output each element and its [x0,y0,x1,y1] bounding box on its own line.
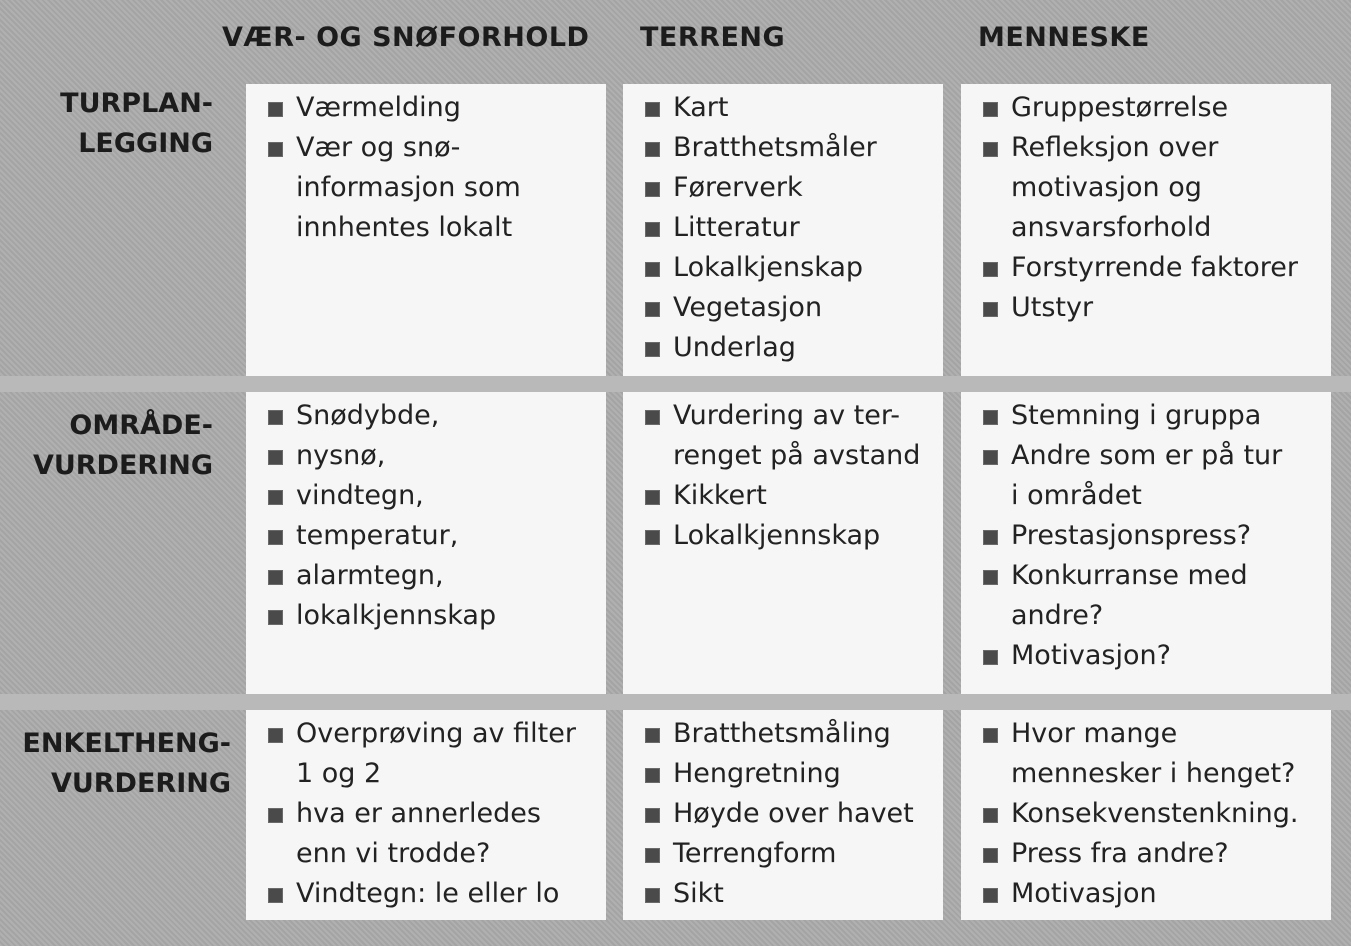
square-bullet-icon [645,490,660,505]
list-item [981,88,1323,128]
row-header-slope-assessment: ENKELTHENG- VURDERING [22,728,231,799]
list-item [981,248,1323,288]
square-bullet-icon [645,222,660,237]
list-item-text: temperatur, [296,520,459,551]
square-bullet-icon [983,570,998,585]
list-item [266,874,598,914]
list-item [981,128,1323,248]
square-bullet-icon [268,530,283,545]
list-item [266,596,598,636]
list-item [981,794,1323,834]
square-bullet-icon [645,848,660,863]
list-item [981,516,1323,556]
list-item-text: Prestasjonspress? [1011,520,1252,551]
list-item [643,794,935,834]
list-item-text: Press fra andre? [1011,838,1229,869]
square-bullet-icon [268,142,283,157]
list-item-text: Hvor mange mennesker i henget? [1011,718,1296,789]
list-item-text: lokalkjennskap [296,600,497,631]
list-item-text: Konsekvenstenkning. [1011,798,1299,829]
list-item [266,794,598,874]
list-item [981,714,1323,794]
list-item [266,556,598,596]
square-bullet-icon [983,530,998,545]
column-header-weather: VÆR- OG SNØFORHOLD [222,22,590,53]
list-item-text: Gruppestørrelse [1011,92,1229,123]
list-item [981,874,1323,914]
square-bullet-icon [983,262,998,277]
list-item-text: Underlag [673,332,796,363]
list-item-text: vindtegn, [296,480,424,511]
list-item-text: Vær og snø- informasjon som innhentes lokalt [296,132,521,243]
list-item [643,396,935,476]
row-header-tour-planning: TURPLAN- LEGGING [60,88,213,159]
square-bullet-icon [268,610,283,625]
list-item [981,636,1323,676]
list-item-text: Lokalkjennskap [673,520,881,551]
list-item [981,396,1323,436]
square-bullet-icon [268,102,283,117]
list-item [266,396,598,436]
square-bullet-icon [983,102,998,117]
list-item-text: Konkurranse med andre? [1011,560,1248,631]
list-item [266,714,598,794]
list-item-text: Andre som er på tur i området [1011,440,1283,511]
square-bullet-icon [645,102,660,117]
square-bullet-icon [983,302,998,317]
square-bullet-icon [983,808,998,823]
list-item-text: Førerverk [673,172,803,203]
list-item [981,436,1323,516]
square-bullet-icon [645,302,660,317]
list-item-text: Vindtegn: le eller lo [296,878,560,909]
list-item-text: Vurdering av ter- renget på avstand [673,400,921,471]
cell-tour-planning-weather [246,84,606,376]
list-item-text: alarmtegn, [296,560,444,591]
list-item-text: Kikkert [673,480,767,511]
square-bullet-icon [983,650,998,665]
square-bullet-icon [268,450,283,465]
square-bullet-icon [983,728,998,743]
square-bullet-icon [983,410,998,425]
list-item [266,436,598,476]
square-bullet-icon [645,410,660,425]
list-item [981,834,1323,874]
list-item [643,168,935,208]
list-item-text: Stemning i gruppa [1011,400,1262,431]
cell-area-assessment-weather [246,392,606,694]
list-item [643,88,935,128]
list-item [266,476,598,516]
list-item [266,88,598,128]
list-item [643,754,935,794]
row-header-area-assessment: OMRÅDE- VURDERING [32,410,213,481]
list-item [643,714,935,754]
square-bullet-icon [268,728,283,743]
column-header-people: MENNESKE [978,22,1150,53]
list-item [266,128,598,248]
column-header-terrain: TERRENG [640,22,786,53]
square-bullet-icon [645,808,660,823]
square-bullet-icon [268,490,283,505]
square-bullet-icon [983,450,998,465]
list-item-text: Motivasjon? [1011,640,1171,671]
list-item-text: Lokalkjenskap [673,252,864,283]
list-item-text: Vegetasjon [673,292,823,323]
square-bullet-icon [645,262,660,277]
list-item [266,516,598,556]
list-item-text: Overprøving av filter 1 og 2 [296,718,576,789]
list-item-text: Hengretning [673,758,841,789]
list-item [643,288,935,328]
cell-area-assessment-terrain [623,392,943,694]
square-bullet-icon [645,182,660,197]
cell-tour-planning-people [961,84,1331,376]
list-item [643,874,935,914]
list-item [643,128,935,168]
list-item-text: Forstyrrende faktorer [1011,252,1299,283]
list-item-text: Høyde over havet [673,798,914,829]
square-bullet-icon [645,530,660,545]
square-bullet-icon [645,728,660,743]
list-item-text: Terrengform [673,838,837,869]
row-divider [0,376,1351,392]
cell-tour-planning-terrain [623,84,943,376]
list-item-text: Motivasjon [1011,878,1157,909]
cell-area-assessment-people [961,392,1331,694]
square-bullet-icon [645,768,660,783]
list-item-text: Bratthetsmåling [673,718,891,749]
list-item-text: Litteratur [673,212,800,243]
cell-slope-assessment-weather [246,710,606,920]
square-bullet-icon [983,142,998,157]
square-bullet-icon [645,342,660,357]
list-item-text: Kart [673,92,729,123]
square-bullet-icon [983,888,998,903]
list-item [643,516,935,556]
square-bullet-icon [268,888,283,903]
list-item-text: Bratthetsmåler [673,132,877,163]
list-item-text: hva er annerledes enn vi trodde? [296,798,541,869]
list-item [981,556,1323,636]
cell-slope-assessment-people [961,710,1331,920]
list-item-text: Refleksjon over motivasjon og ansvarsforhold [1011,132,1219,243]
square-bullet-icon [645,888,660,903]
row-divider [0,694,1351,710]
list-item [981,288,1323,328]
list-item-text: Snødybde, [296,400,440,431]
list-item [643,476,935,516]
square-bullet-icon [645,142,660,157]
list-item-text: Utstyr [1011,292,1094,323]
square-bullet-icon [268,570,283,585]
square-bullet-icon [268,410,283,425]
list-item-text: nysnø, [296,440,386,471]
list-item [643,208,935,248]
list-item [643,328,935,368]
list-item [643,834,935,874]
list-item-text: Sikt [673,878,724,909]
list-item [643,248,935,288]
square-bullet-icon [268,808,283,823]
list-item-text: Værmelding [296,92,461,123]
cell-slope-assessment-terrain [623,710,943,920]
square-bullet-icon [983,848,998,863]
